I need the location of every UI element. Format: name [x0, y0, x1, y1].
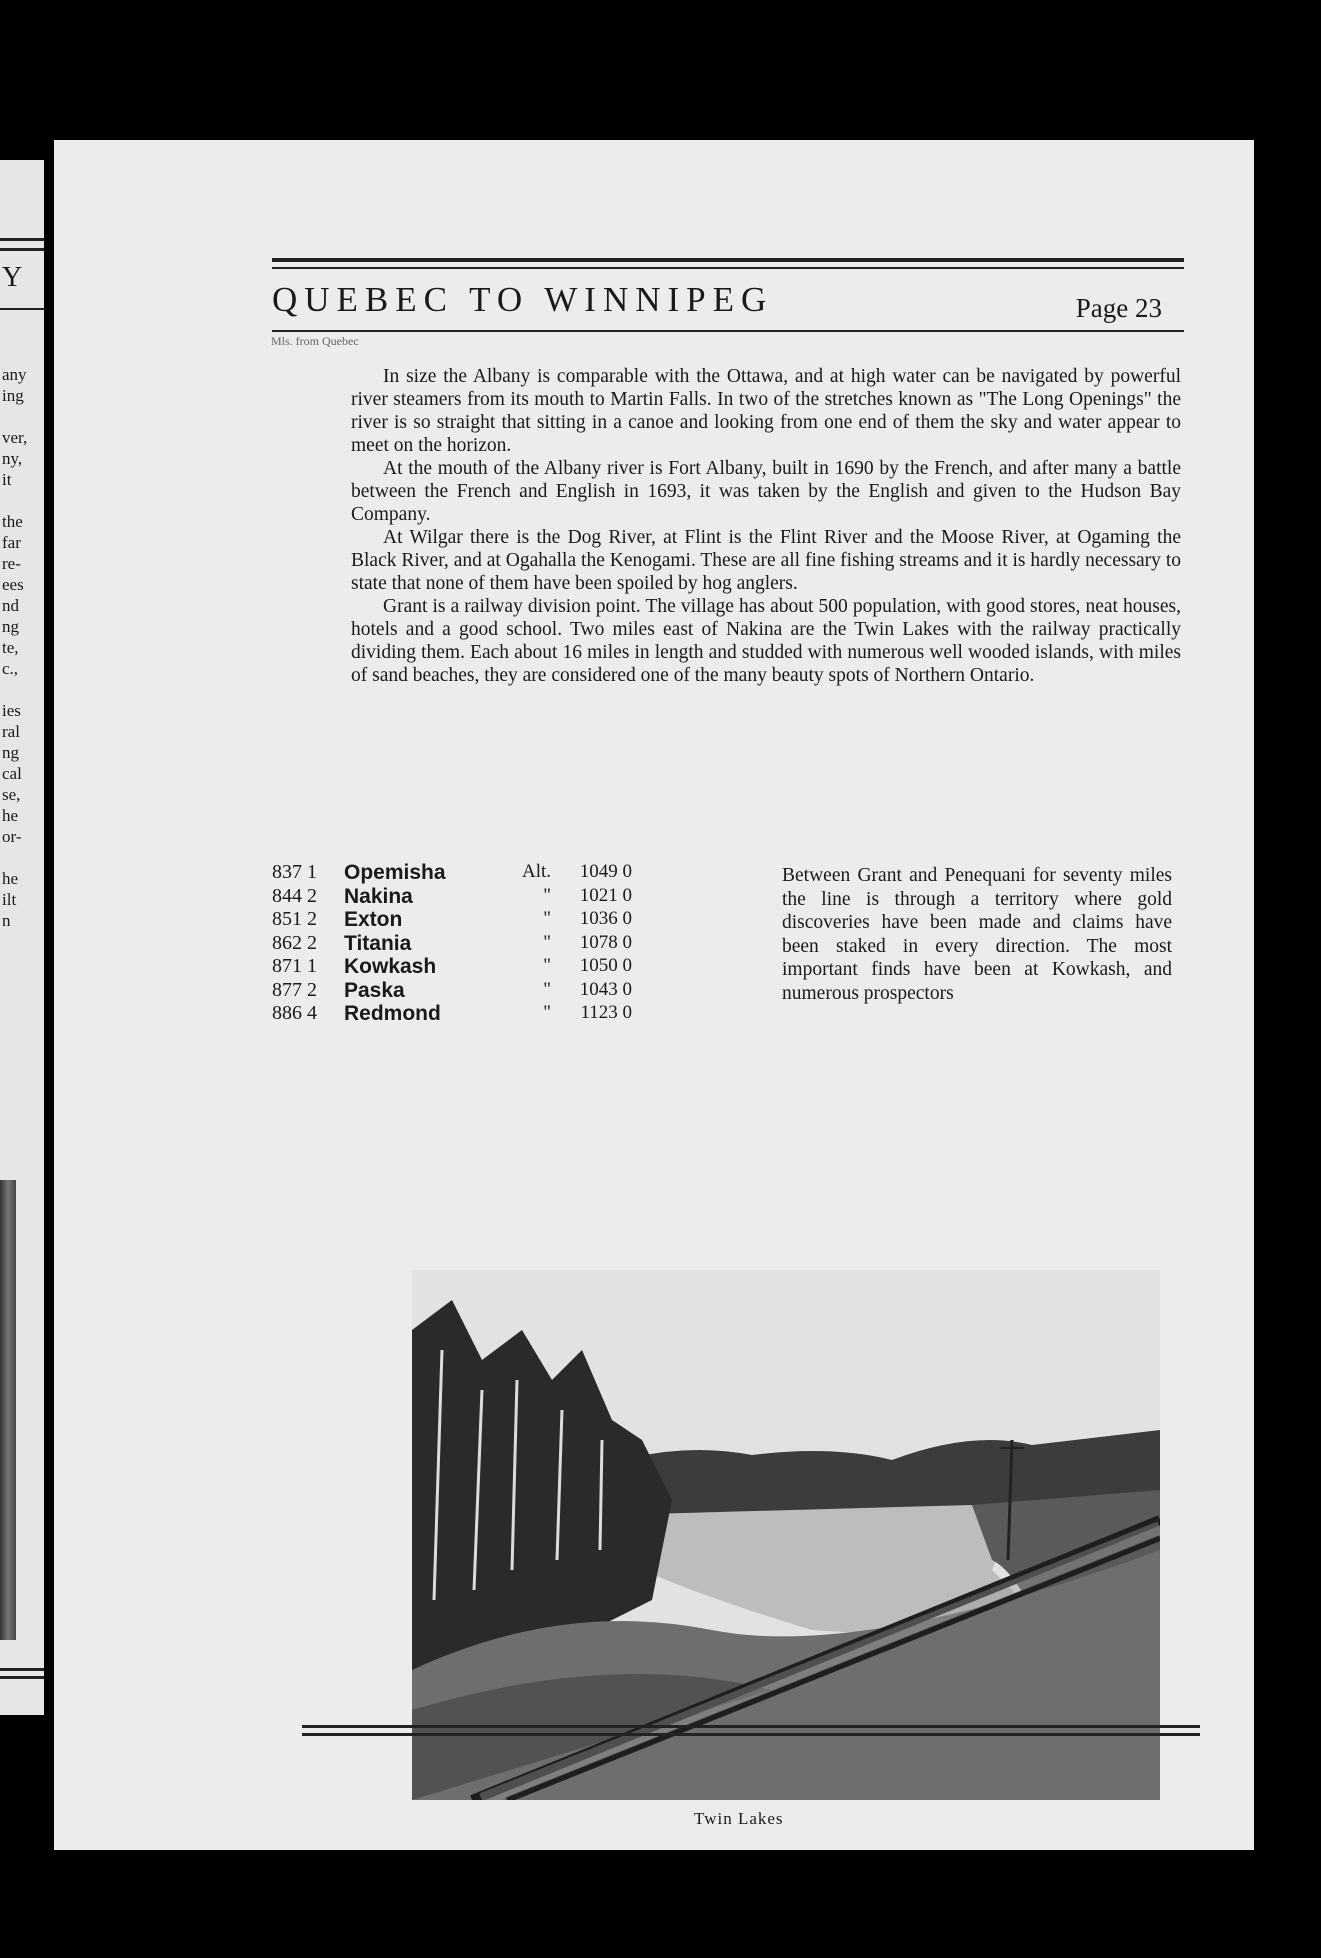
station-miles: 844 2 — [272, 884, 317, 907]
altitude-label: " — [543, 978, 551, 1000]
footer-rule — [302, 1733, 1200, 1736]
station-name: Nakina — [344, 884, 413, 908]
left-page-text-fragment: ees — [2, 575, 24, 594]
station-name: Opemisha — [344, 861, 446, 884]
left-page-edge — [0, 160, 44, 1715]
station-altitude: 1043 0 — [579, 978, 632, 1000]
station-row — [272, 861, 752, 885]
station-miles: 862 2 — [272, 931, 317, 954]
left-page-text-fragment: it — [2, 470, 12, 489]
left-page-text-fragment: ing — [2, 386, 24, 405]
left-page-text-fragment: te, — [2, 638, 19, 657]
left-page-text-fragment: ral — [2, 722, 20, 741]
left-page-text-fragment: ver, — [2, 428, 28, 447]
left-page-text-fragment: c., — [2, 659, 19, 678]
left-page-text-fragment: re- — [2, 554, 21, 573]
left-page-rule — [0, 238, 44, 241]
left-page-rule — [0, 248, 44, 251]
station-miles: 851 2 — [272, 908, 317, 930]
left-page-rule — [0, 1676, 44, 1679]
paragraph: At the mouth of the Albany river is Fort Albany, built in 1690 by the French, and after many a battle between the French and English in 1693, it was taken by the English and given to the Hudson Bay Company. — [351, 458, 1181, 525]
station-row — [272, 979, 752, 1003]
station-altitude: 1078 0 — [579, 931, 632, 953]
paragraph: At Wilgar there is the Dog River, at Flint is the Flint River and the Moose River, at Ogaming the Black River, and at Ogahalla the Kenogami. These are all fine fishing streams and it is hardly necessary to state that none of them have been spoiled by hog anglers. — [351, 527, 1181, 594]
header-rule-top-thin — [272, 267, 1184, 269]
document-page — [54, 140, 1254, 1850]
left-page-text-fragment: far — [2, 533, 21, 552]
left-page-text-fragment: or- — [2, 827, 22, 846]
header-rule-bottom — [272, 330, 1184, 332]
left-page-text-fragment: ies — [2, 701, 21, 720]
left-page-text-fragment: ny, — [2, 449, 23, 468]
left-page-text-fragment: se, — [2, 785, 21, 804]
altitude-label: " — [543, 955, 551, 976]
station-altitude: 1050 0 — [579, 955, 632, 976]
left-page-text-fragment: any — [2, 365, 27, 384]
left-page-photo-edge — [0, 1180, 16, 1640]
station-table — [272, 861, 752, 1026]
left-page-text-fragment: cal — [2, 764, 22, 783]
station-row — [272, 885, 752, 909]
station-altitude: 1021 0 — [579, 884, 632, 906]
altitude-label: " — [543, 1002, 551, 1023]
altitude-label: Alt. — [521, 861, 551, 882]
left-page-text-fragment: ng — [2, 743, 19, 762]
photo-illustration — [412, 1270, 1160, 1800]
altitude-label: " — [543, 884, 551, 906]
left-page-header-fragment: Y — [2, 262, 23, 293]
left-page-text-fragment: nd — [2, 596, 19, 615]
page-title: QUEBEC TO WINNIPEG — [272, 280, 774, 319]
station-miles: 886 4 — [272, 1002, 317, 1024]
station-miles: 837 1 — [272, 861, 317, 883]
left-page-rule — [0, 308, 44, 310]
header-rule-top — [272, 258, 1184, 262]
station-name: Paska — [344, 978, 405, 1002]
station-row — [272, 932, 752, 956]
altitude-label: " — [543, 908, 551, 929]
station-row — [272, 955, 752, 979]
footer-rule — [302, 1725, 1200, 1728]
left-page-text-fragment: the — [2, 512, 23, 531]
paragraph: Grant is a railway division point. The village has about 500 population, with good stores, neat houses, hotels and a good school. Two miles east of Nakina are the Twin Lakes with the railway practically dividing them. Each about 16 miles in length and studded with numerous well wooded islands, with miles of sand beaches, they are considered one of the many beauty spots of Northern Ontario. — [351, 596, 1181, 686]
left-page-text-fragment: he — [2, 806, 19, 825]
station-row — [272, 908, 752, 932]
station-name: Redmond — [344, 1002, 441, 1025]
left-page-text-fragment: ng — [2, 617, 19, 636]
left-page-text-fragment: ilt — [2, 890, 17, 909]
photo-caption: Twin Lakes — [694, 1809, 784, 1828]
station-miles: 871 1 — [272, 955, 317, 977]
station-row — [272, 1002, 752, 1026]
miles-column-label: Mls. from Quebec — [271, 334, 359, 348]
station-name: Exton — [344, 908, 403, 931]
body-text — [351, 365, 1181, 687]
left-page-text-fragment: he — [2, 869, 19, 888]
side-note: Between Grant and Penequani for seventy miles the line is through a territory where gold discoveries have been made and claims have been staked in every direction. The most important finds have been at Kowkash, and numerous prospectors — [782, 865, 1172, 1004]
left-page-text-fragment: n — [2, 911, 11, 930]
left-page-rule — [0, 1668, 44, 1671]
altitude-label: " — [543, 931, 551, 953]
twin-lakes-photo — [412, 1270, 1160, 1800]
station-name: Kowkash — [344, 955, 437, 978]
station-altitude: 1049 0 — [579, 861, 632, 882]
station-name: Titania — [344, 931, 412, 955]
station-altitude: 1036 0 — [579, 908, 632, 929]
station-altitude: 1123 0 — [580, 1002, 632, 1023]
station-miles: 877 2 — [272, 978, 317, 1001]
paragraph: In size the Albany is comparable with the Ottawa, and at high water can be navigated by powerful river steamers from its mouth to Martin Falls. In two of the stretches known as "The Long Openings" the river is so straight that sitting in a canoe and looking from one end of them the sky and water appear to meet on the horizon. — [351, 366, 1181, 456]
page-number: Page 23 — [1075, 293, 1162, 323]
